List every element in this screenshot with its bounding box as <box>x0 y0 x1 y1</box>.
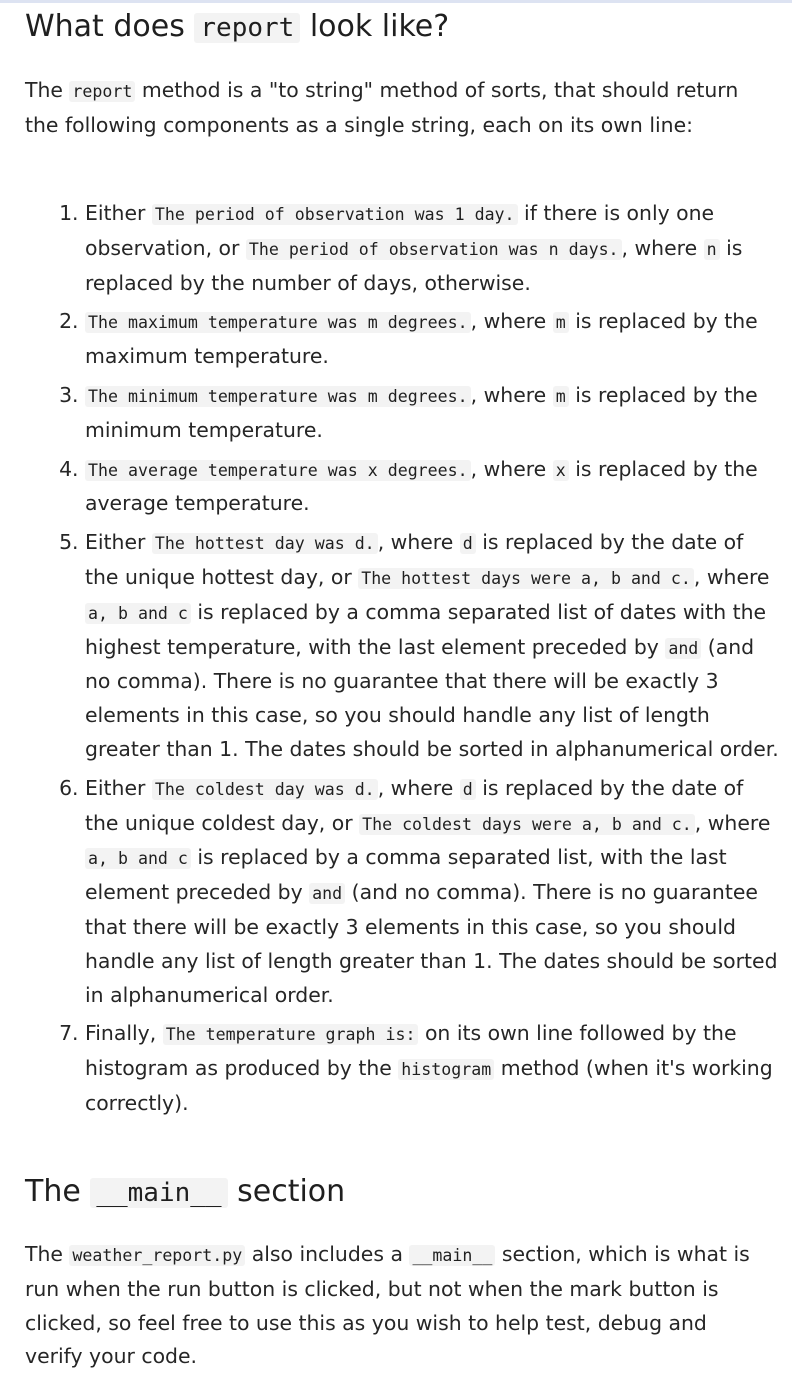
inline-code: n <box>704 239 720 260</box>
inline-code: The hottest days were a, b and c. <box>358 568 694 589</box>
inline-code: m <box>553 312 569 333</box>
inline-code: The maximum temperature was m degrees. <box>85 312 471 333</box>
top-divider <box>0 0 792 3</box>
heading-code: __main__ <box>90 1178 227 1208</box>
inline-code: The coldest days were a, b and c. <box>359 814 695 835</box>
list-item: 2. The maximum temperature was m degrees. , where m is replaced by the maximum temperature. <box>85 305 780 374</box>
inline-code: The period of observation was 1 day. <box>152 204 518 225</box>
report-heading <box>25 8 449 47</box>
list-item: 6. Either The coldest day was d. , where d is replaced by the date of the unique coldest day, or The coldest days were a, b and c. , where a, b and c is replaced by a comma separated list, with the last element preceded by and (and no comma). There is no guarantee that there will be exactly 3 elements in this case, so you should handle any list of length greater than 1. The dates should be sorted in alphanumerical order. <box>85 772 780 1013</box>
heading-text: The <box>25 1174 91 1209</box>
main-section-heading <box>25 1173 345 1212</box>
list-item: 5. Either The hottest day was d. , where d is replaced by the date of the unique hottest day, or The hottest days were a, b and c. , where a, b and c is replaced by a comma separated list of dates with the highest temperature, with the last element preceded by and (and no comma). There is no guarantee that there will be exactly 3 elements in this case, so you should handle any list of length greater than 1. The dates should be sorted in alphanumerical order. <box>85 526 780 767</box>
inline-code: a, b and c <box>85 848 191 869</box>
inline-code: and <box>309 883 345 904</box>
inline-code: The coldest day was d. <box>152 779 378 800</box>
inline-code: m <box>553 386 569 407</box>
inline-code: x <box>553 460 569 481</box>
main-section-paragraph: The weather_report.py also includes a __main__ section, which is what is run when the run button is clicked, but not when the mark button is clicked, so feel free to use this as you wish to help test, debug and verify your code. <box>25 1242 750 1369</box>
heading-text: section <box>227 1174 346 1209</box>
inline-code: The temperature graph is: <box>163 1024 419 1045</box>
inline-code: a, b and c <box>85 603 191 624</box>
inline-code: d <box>460 779 476 800</box>
inline-code: The hottest day was d. <box>152 533 378 554</box>
inline-code: The minimum temperature was m degrees. <box>85 386 471 407</box>
inline-code: histogram <box>398 1059 494 1080</box>
inline-code: The average temperature was x degrees. <box>85 460 471 481</box>
report-intro-paragraph: The report method is a "to string" method of sorts, that should return the following components as a single string, each on its own line: <box>25 78 739 137</box>
inline-code: weather_report.py <box>69 1245 245 1266</box>
inline-code: __main__ <box>409 1245 495 1266</box>
list-item: 1. Either The period of observation was 1 day. if there is only one observation, or The period of observation was n days. , where n is replaced by the number of days, otherwise. <box>85 197 780 300</box>
list-item: 4. The average temperature was x degrees. , where x is replaced by the average temperature. <box>85 453 780 522</box>
list-item: 7. Finally, The temperature graph is: on its own line followed by the histogram as produced by the histogram method (when it's working correctly). <box>85 1017 780 1120</box>
heading-code: report <box>194 13 300 43</box>
inline-code: The period of observation was n days. <box>246 239 622 260</box>
list-item: 3. The minimum temperature was m degrees. , where m is replaced by the minimum temperature. <box>85 379 780 448</box>
inline-code: report <box>69 81 135 102</box>
heading-text: look like? <box>300 9 450 44</box>
inline-code: and <box>665 638 701 659</box>
heading-text: What does <box>25 9 195 44</box>
inline-code: d <box>460 533 476 554</box>
report-components-list <box>25 197 780 1126</box>
